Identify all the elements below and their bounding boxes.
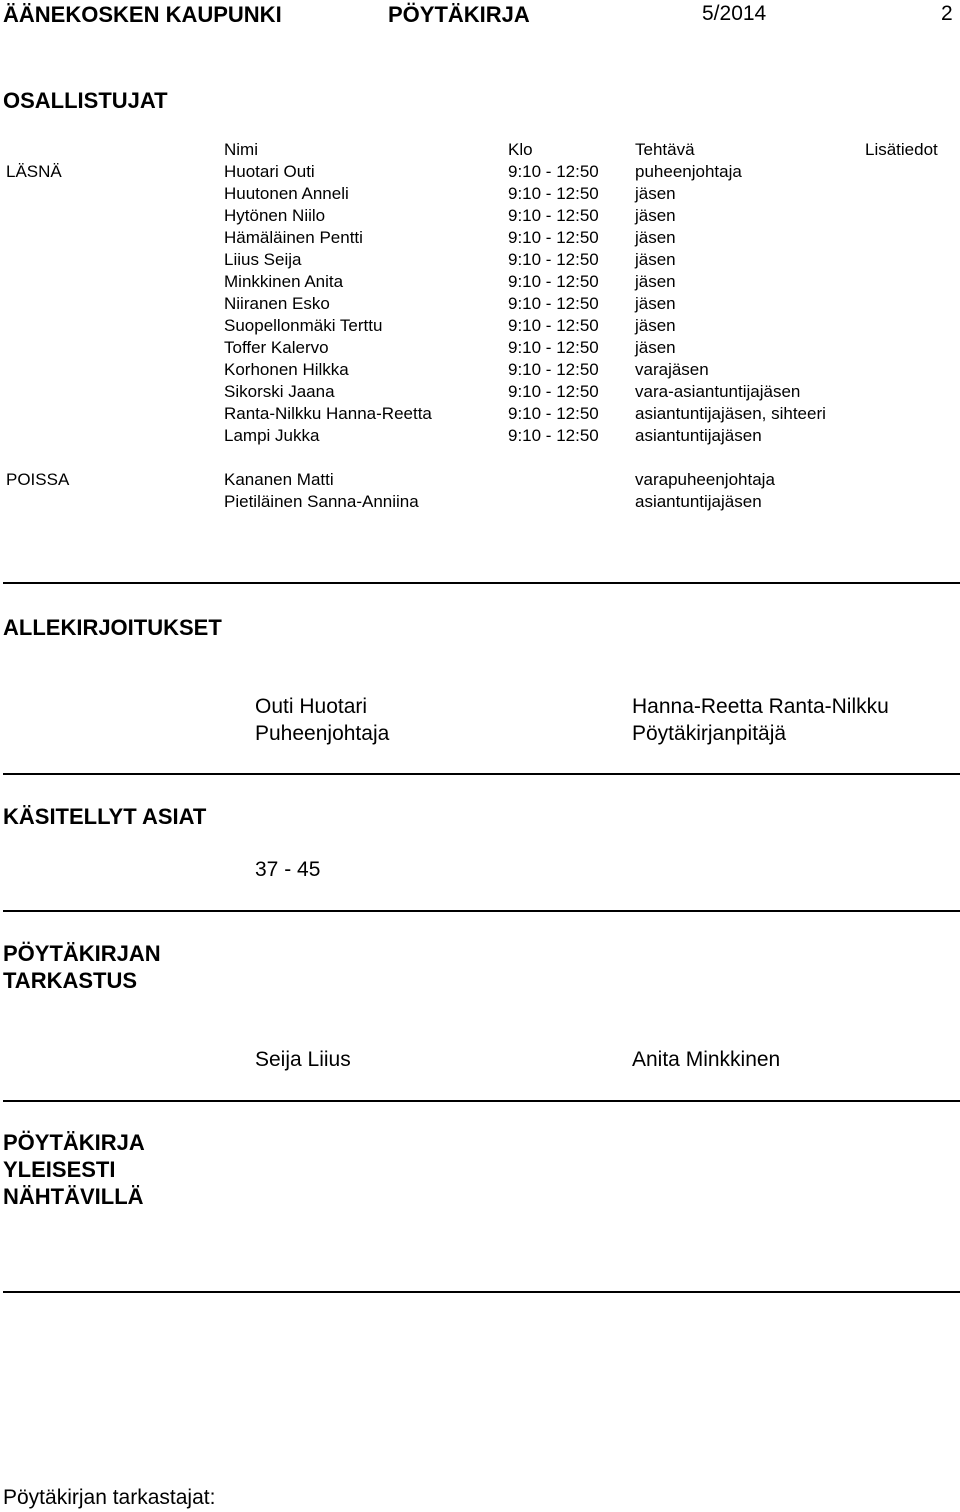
participant-role: jäsen [635,206,676,225]
participant-time: 9:10 - 12:50 [508,250,599,269]
absent-group-label: POISSA [6,470,70,489]
divider [3,773,960,775]
participant-row [0,338,960,360]
participant-name: Niiranen Esko [224,294,330,313]
participant-time: 9:10 - 12:50 [508,228,599,247]
page-number: 2 [941,2,953,25]
participant-row [0,360,960,382]
column-header-time: Klo [508,140,533,159]
document-type: PÖYTÄKIRJA [388,2,530,27]
participant-time: 9:10 - 12:50 [508,272,599,291]
participant-time: 9:10 - 12:50 [508,382,599,401]
participant-time: 9:10 - 12:50 [508,426,599,445]
reviewer-2-name: Anita Minkkinen [632,1048,781,1071]
absent-role: varapuheenjohtaja [635,470,775,489]
participant-role: asiantuntijajäsen [635,426,762,445]
section-title-public-line3: NÄHTÄVILLÄ [3,1184,144,1209]
participant-role: jäsen [635,316,676,335]
absent-role: asiantuntijajäsen [635,492,762,511]
section-title-participants: OSALLISTUJAT [3,88,168,113]
participant-name: Hytönen Niilo [224,206,326,225]
participant-role: jäsen [635,338,676,357]
participant-time: 9:10 - 12:50 [508,184,599,203]
section-title-review-line2: TARKASTUS [3,968,138,993]
participant-row [0,250,960,272]
participant-role: varajäsen [635,360,709,379]
absent-name: Kananen Matti [224,470,334,489]
column-header-name: Nimi [224,140,258,159]
participant-time: 9:10 - 12:50 [508,338,599,357]
reviewers-footer-label: Pöytäkirjan tarkastajat: [3,1486,216,1509]
participant-role: vara-asiantuntijajäsen [635,382,801,401]
organization-name: ÄÄNEKOSKEN KAUPUNKI [3,2,282,27]
section-title-public-line1: PÖYTÄKIRJA [3,1130,145,1155]
column-header-info: Lisätiedot [865,140,938,159]
participant-name: Huotari Outi [224,162,315,181]
participant-row [0,162,960,184]
participant-name: Lampi Jukka [224,426,320,445]
participant-role: jäsen [635,294,676,313]
participant-name: Liius Seija [224,250,302,269]
divider [3,1291,960,1293]
divider [3,582,960,584]
chair-role: Puheenjohtaja [255,722,390,745]
meeting-number: 5/2014 [702,2,767,25]
divider [3,1100,960,1102]
participants-column-headers [0,140,960,162]
present-group-label: LÄSNÄ [6,162,62,181]
participant-row [0,316,960,338]
participant-role: jäsen [635,228,676,247]
participant-time: 9:10 - 12:50 [508,294,599,313]
absent-row [0,492,960,514]
participant-role: jäsen [635,272,676,291]
absent-name: Pietiläinen Sanna-Anniina [224,492,419,511]
participant-role: asiantuntijajäsen, sihteeri [635,404,826,423]
reviewer-1-name: Seija Liius [255,1048,351,1071]
participant-row [0,228,960,250]
participant-role: jäsen [635,184,676,203]
items-range: 37 - 45 [255,858,321,881]
participant-row [0,184,960,206]
participant-role: jäsen [635,250,676,269]
chair-name: Outi Huotari [255,695,368,718]
secretary-role: Pöytäkirjanpitäjä [632,722,787,745]
absent-row [0,470,960,492]
participant-time: 9:10 - 12:50 [508,316,599,335]
participant-time: 9:10 - 12:50 [508,206,599,225]
section-title-items: KÄSITELLYT ASIAT [3,804,207,829]
participant-row [0,206,960,228]
participant-name: Minkkinen Anita [224,272,344,291]
participant-name: Huutonen Anneli [224,184,349,203]
column-header-role: Tehtävä [635,140,695,159]
participant-row [0,294,960,316]
participant-row [0,426,960,448]
participant-row [0,272,960,294]
participant-time: 9:10 - 12:50 [508,404,599,423]
section-title-signatures: ALLEKIRJOITUKSET [3,615,222,640]
participant-name: Sikorski Jaana [224,382,335,401]
participant-time: 9:10 - 12:50 [508,162,599,181]
participant-name: Hämäläinen Pentti [224,228,363,247]
participant-time: 9:10 - 12:50 [508,360,599,379]
participant-name: Ranta-Nilkku Hanna-Reetta [224,404,432,423]
divider [3,910,960,912]
section-title-review-line1: PÖYTÄKIRJAN [3,941,161,966]
participant-row [0,404,960,426]
participant-role: puheenjohtaja [635,162,742,181]
participant-name: Korhonen Hilkka [224,360,349,379]
participant-name: Toffer Kalervo [224,338,329,357]
participant-row [0,382,960,404]
secretary-name: Hanna-Reetta Ranta-Nilkku [632,695,889,718]
section-title-public-line2: YLEISESTI [3,1157,116,1182]
participant-name: Suopellonmäki Terttu [224,316,383,335]
